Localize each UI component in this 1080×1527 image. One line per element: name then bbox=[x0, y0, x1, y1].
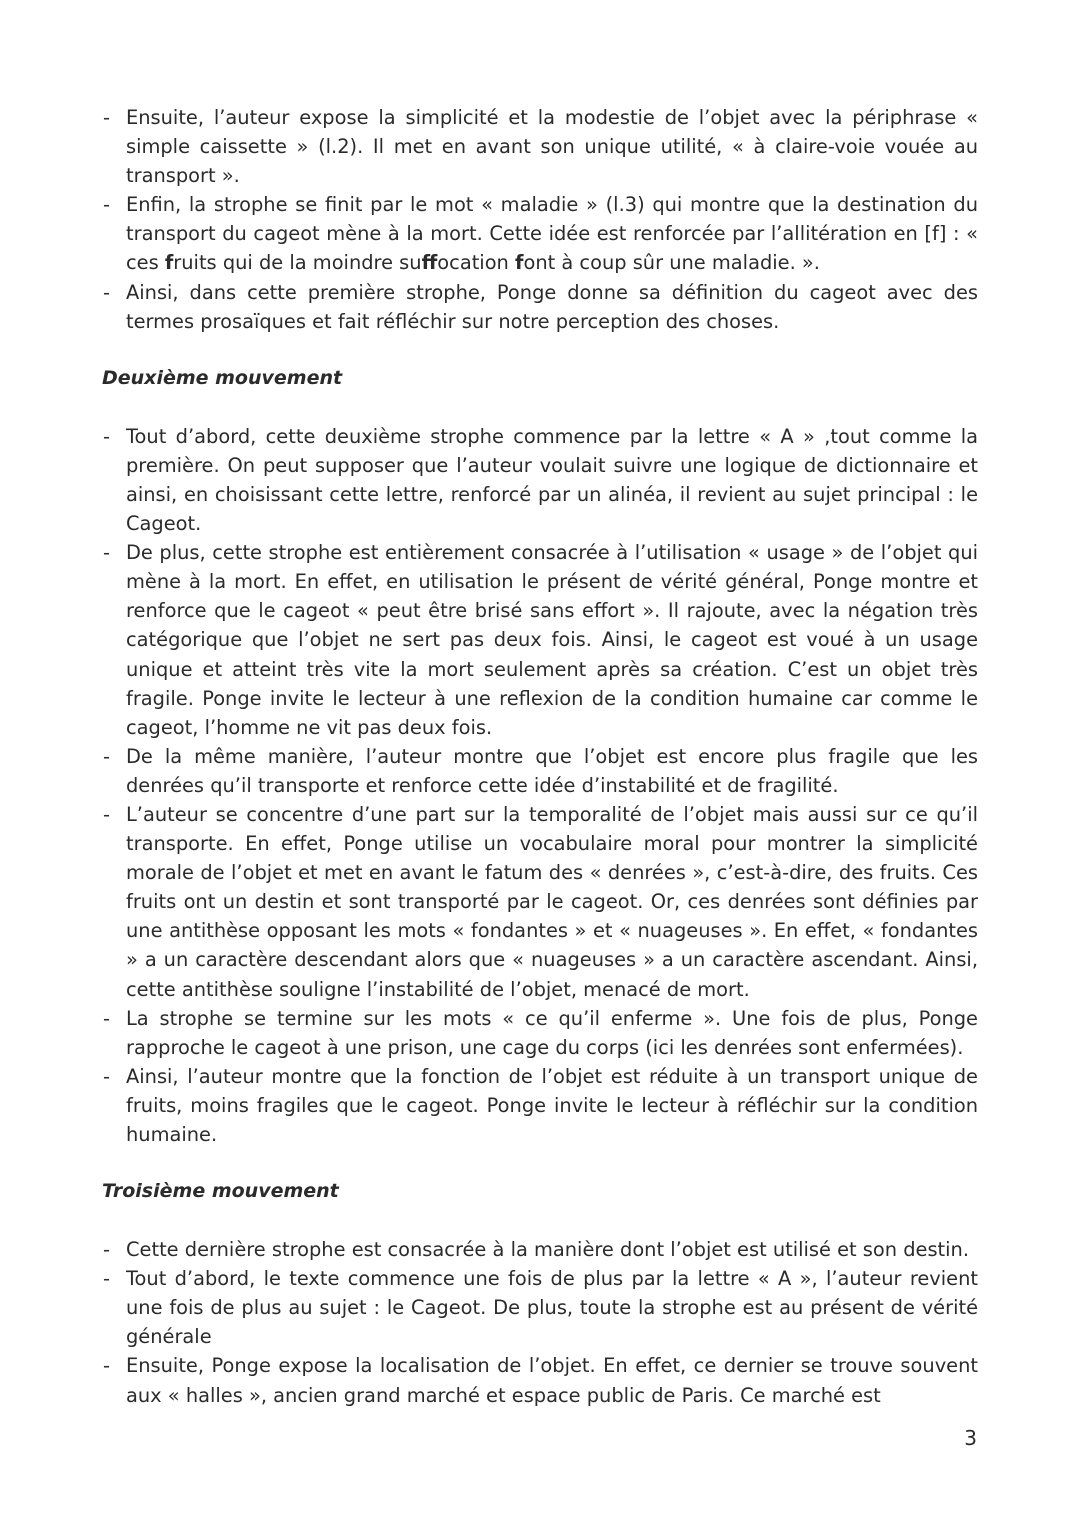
bullet-text: Ensuite, l’auteur expose la simplicité et la modestie de l’objet avec la périphrase « simple caissette » (l.2). Il met en avant son unique utilité, « à claire-voie vouée au transport ». bbox=[126, 106, 978, 188]
bullet-item bbox=[102, 1235, 978, 1264]
bullet-text: L’auteur se concentre d’une part sur la temporalité de l’objet mais aussi sur ce qu’il transporte. En effet, Ponge utilise un vocabulaire moral pour montrer la simplicité morale de l’objet et met en avant le fatum des « denrées », c’est-à-dire, des fruits. Ces fruits ont un destin et sont transporté par le cageot. Or, ces denrées sont définies par une antithèse opposant les mots « fondantes » et « nuageuses ». En effet, « fondantes » a un caractère descendant alors que « nuageuses » a un caractère ascendant. Ainsi, cette antithèse souligne l’instabilité de l’objet, menacé de mort. bbox=[126, 802, 978, 1001]
bullet-text: De plus, cette strophe est entièrement consacrée à l’utilisation « usage » de l’objet qui mène à la mort. En effet, en utilisation le présent de vérité général, Ponge montre et renforce que le cageot « peut être brisé sans effort ». Il rajoute, avec la négation très catégorique que l’objet ne sert pas deux fois. Ainsi, le cageot est voué à un usage unique et atteint très vite la mort seulement après sa création. C’est un objet très fragile. Ponge invite le lecteur à une reflexion de la condition humaine car comme le cageot, l’homme ne vit pas deux fois. bbox=[126, 541, 978, 739]
bullet-dash: - bbox=[103, 802, 110, 826]
bullet-text: Tout d’abord, le texte commence une fois de plus par la lettre « A », l’auteur revient une fois de plus au sujet : le Cageot. De plus, toute la strophe est au présent de vérité générale bbox=[126, 1267, 978, 1349]
bullet-item bbox=[102, 1004, 978, 1062]
emphasized-letters: ff bbox=[421, 251, 438, 275]
bullet-item bbox=[102, 278, 978, 336]
bullet-item bbox=[102, 103, 978, 190]
bullet-dash: - bbox=[103, 1006, 110, 1030]
bullet-text: Ainsi, l’auteur montre que la fonction de l’objet est réduite à un transport unique de fruits, moins fragiles que le cageot. Ponge invite le lecteur à réfléchir sur la condition humaine. bbox=[126, 1064, 978, 1146]
bullet-dash: - bbox=[103, 106, 110, 129]
bullet-text: Ensuite, Ponge expose la localisation de l’objet. En effet, ce dernier se trouve souvent aux « halles », ancien grand marché et espace public de Paris. Ce marché est bbox=[126, 1354, 978, 1407]
section2-bullet-list bbox=[102, 422, 978, 1149]
bullet-item bbox=[102, 1062, 978, 1149]
bullet-dash: - bbox=[103, 424, 110, 448]
bullet-dash: - bbox=[103, 193, 110, 217]
bullet-dash: - bbox=[103, 1267, 110, 1291]
bullet-dash: - bbox=[103, 744, 110, 768]
bullet-dash: - bbox=[103, 1238, 110, 1262]
bullet-item bbox=[102, 422, 978, 538]
bullet-item bbox=[102, 1264, 978, 1351]
bullet-text: Tout d’abord, cette deuxième strophe commence par la lettre « A » ,tout comme la première. On peut supposer que l’auteur voulait suivre une logique de dictionnaire et ainsi, en choisissant cette lettre, renforcé par un alinéa, il revient au sujet principal : le Cageot. bbox=[126, 424, 978, 536]
bullet-dash: - bbox=[103, 280, 110, 304]
bullet-text: De la même manière, l’auteur montre que l’objet est encore plus fragile que les denrées qu’il transporte et renforce cette idée d’instabilité et de fragilité. bbox=[126, 744, 978, 797]
bullet-item bbox=[102, 742, 978, 800]
page-number: 3 bbox=[964, 1426, 977, 1450]
section-heading-deuxieme-mouvement: Deuxième mouvement bbox=[102, 366, 343, 389]
document-body bbox=[102, 103, 978, 1410]
bullet-dash: - bbox=[103, 1064, 110, 1088]
bullet-item bbox=[102, 538, 978, 742]
bullet-item bbox=[102, 800, 978, 1004]
emphasized-letters: f bbox=[164, 251, 174, 275]
bullet-dash: - bbox=[103, 1354, 110, 1378]
bullet-dash: - bbox=[103, 541, 110, 565]
intro-bullet-list bbox=[102, 103, 978, 336]
bullet-item bbox=[102, 1351, 978, 1409]
bullet-text: Ainsi, dans cette première strophe, Ponge donne sa définition du cageot avec des termes prosaïques et fait réfléchir sur notre perception des choses. bbox=[126, 280, 978, 333]
bullet-text: Cette dernière strophe est consacrée à la manière dont l’objet est utilisé et son destin. bbox=[126, 1238, 969, 1262]
section3-bullet-list bbox=[102, 1235, 978, 1410]
bullet-text: La strophe se termine sur les mots « ce qu’il enferme ». Une fois de plus, Ponge rapproche le cageot à une prison, une cage du corps (ici les denrées sont enfermées). bbox=[126, 1006, 978, 1059]
bullet-text: Enfin, la strophe se finit par le mot « maladie » (l.3) qui montre que la destination du transport du cageot mène à la mort. Cette idée est renforcée par l’allitération en [f] : « ces fruits qui de la moindre suffocation font à coup sûr une maladie. ». bbox=[126, 193, 978, 275]
bullet-item bbox=[102, 190, 978, 277]
section-heading-troisieme-mouvement: Troisième mouvement bbox=[102, 1180, 339, 1203]
emphasized-letters: f bbox=[515, 251, 524, 275]
